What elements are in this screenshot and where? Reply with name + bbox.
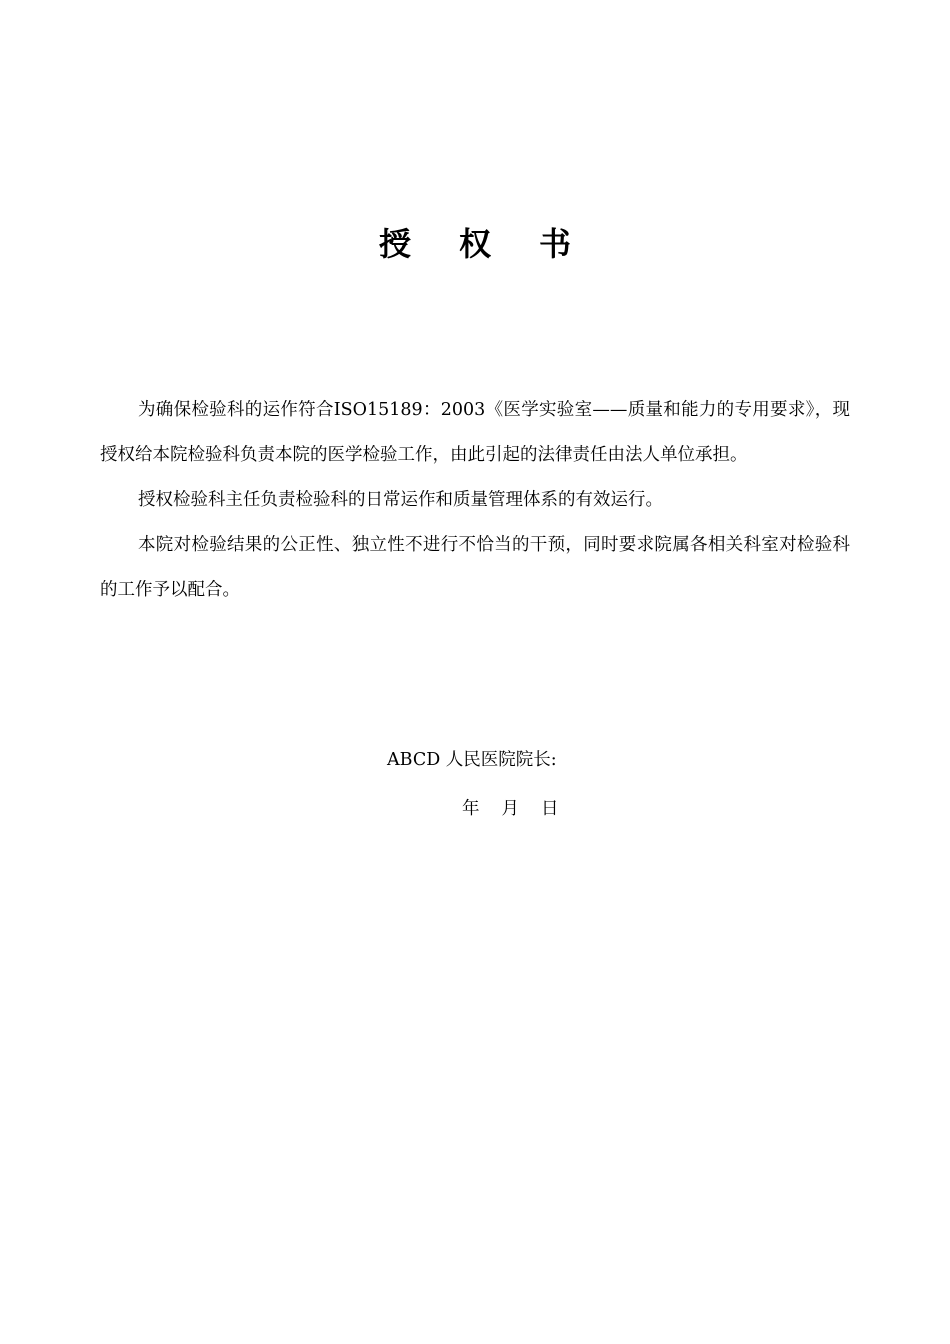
title-char-1: 授 [378, 225, 411, 263]
title-char-3: 书 [539, 225, 572, 263]
date-line [462, 794, 559, 824]
title-char-2: 权 [458, 225, 491, 263]
paragraph-director-responsibility: 授权检验科主任负责检验科的日常运作和质量管理体系的有效运行。 [138, 490, 663, 510]
date-month-label: 月 [501, 799, 519, 819]
paragraph-independence: 本院对检验结果的公正性、独立性不进行不恰当的干预，同时要求院属各相关科室对检验科的工作予以配合。 [100, 535, 850, 600]
signature-line: ABCD 人民医院院长: [387, 750, 557, 770]
date-year-label: 年 [462, 799, 480, 819]
document-body [100, 388, 850, 613]
paragraph-authorization: 为确保检验科的运作符合ISO15189：2003《医学实验室——质量和能力的专用要求》，现授权给本院检验科负责本院的医学检验工作，由此引起的法律责任由法人单位承担。 [100, 400, 850, 465]
document-title [0, 222, 950, 266]
date-day-label: 日 [541, 799, 559, 819]
